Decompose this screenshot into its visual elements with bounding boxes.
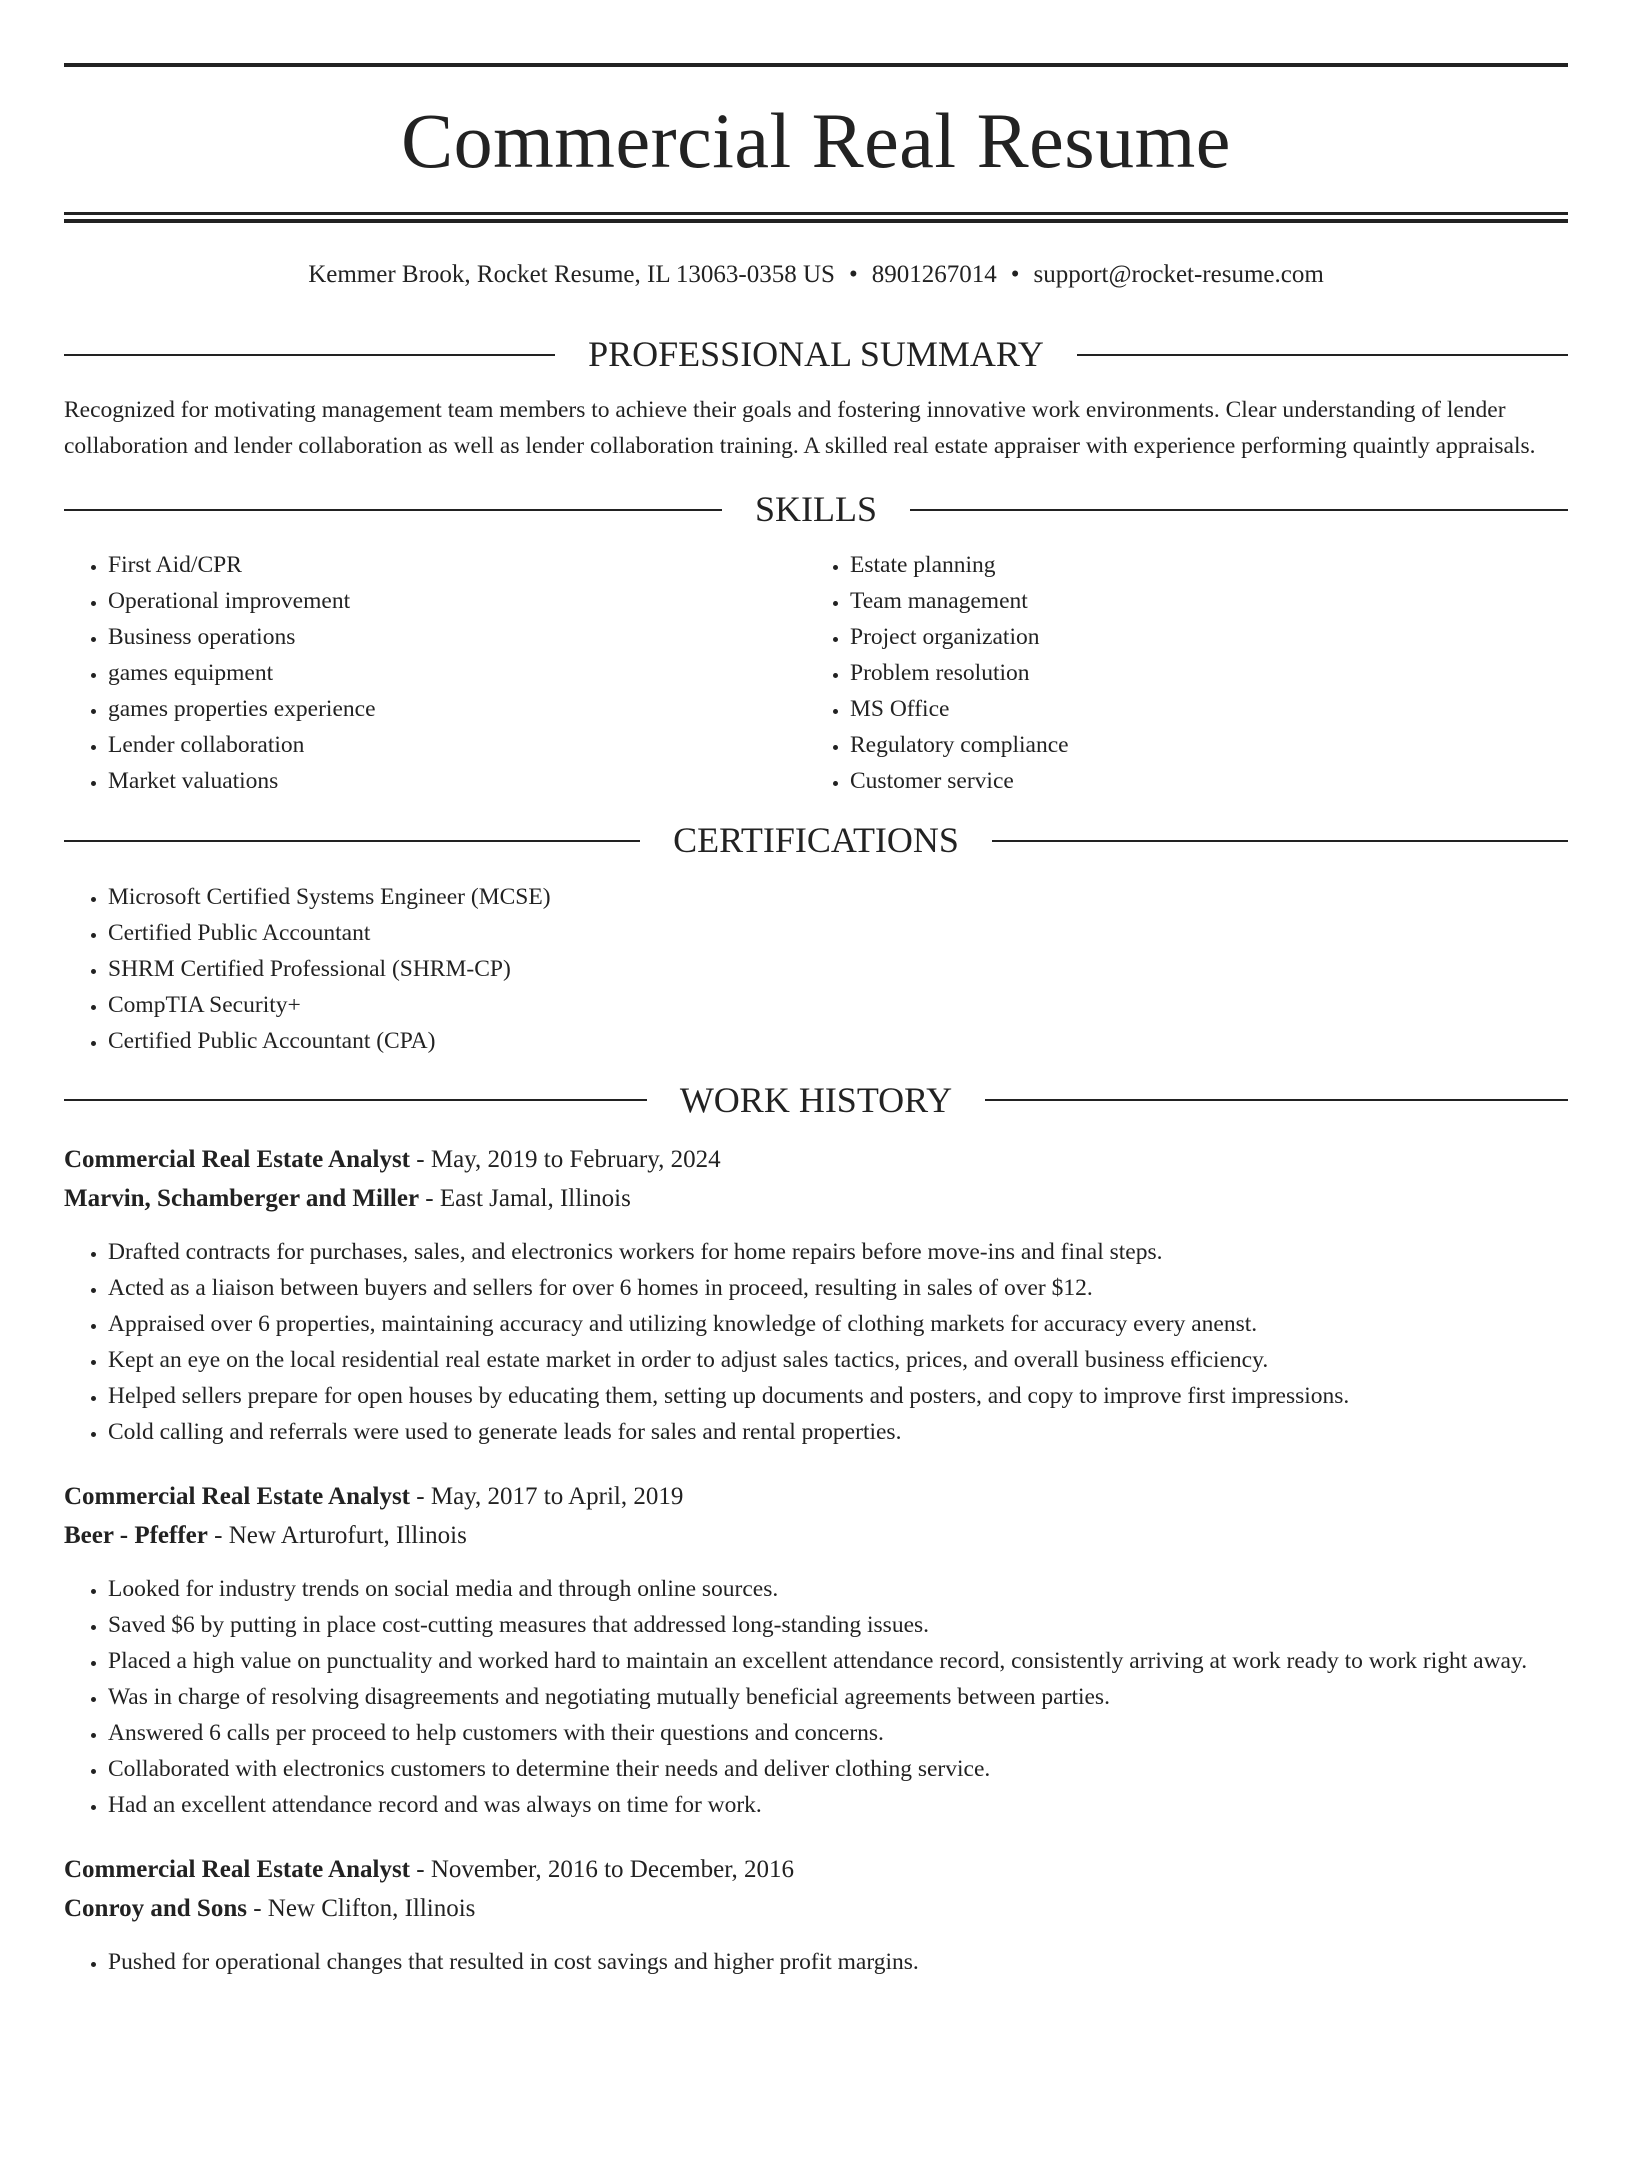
job-dates: - May, 2017 to April, 2019 [410,1482,684,1510]
certifications-heading-label: CERTIFICATIONS [673,820,959,861]
skills-grid [64,547,1568,799]
summary-section-heading [64,333,1568,376]
title-double-rule [64,212,1568,223]
work-history-section-heading [64,1079,1568,1122]
job-location: - New Arturofurt, Illinois [207,1521,467,1549]
certifications-list [64,879,1568,1059]
job-bullet: • Acted as a liaison between buyers and sellers for over 6 homes in proceed, resulting in sales of over $12. [108,1270,1568,1306]
job-bullet: • Placed a high value on punctuality and worked hard to maintain an excellent attendance record, consistently arriving at work ready to work right away. [108,1643,1568,1679]
job-company: Marvin, Schamberger and Miller [64,1184,420,1212]
job-dates: - November, 2016 to December, 2016 [410,1855,795,1883]
skill-item: • First Aid/CPR [108,547,806,583]
resume-title: Commercial Real Resume [401,97,1231,184]
job-company-line [64,1516,1568,1555]
skills-section-heading [64,488,1568,531]
job-company-line [64,1179,1568,1218]
certification-item: • CompTIA Security+ [108,987,1568,1023]
skill-item: • games equipment [108,655,806,691]
work-history-heading-label: WORK HISTORY [679,1079,953,1120]
job-company-line [64,1889,1568,1928]
certification-item: • Microsoft Certified Systems Engineer (MCSE) [108,879,1568,915]
skill-item: • Team management [850,583,1568,619]
job-title-line [64,1850,1568,1889]
skill-item: • Project organization [850,619,1568,655]
job-bullet-list [64,1944,1568,1980]
skill-item: • Regulatory compliance [850,727,1568,763]
heading-rule-right [910,509,1568,511]
job-bullet: • Appraised over 6 properties, maintaining accuracy and utilizing knowledge of clothing markets for accuracy every anenst. [108,1306,1568,1342]
job-entry [64,1140,1568,1450]
job-bullet: • Kept an eye on the local residential real estate market in order to adjust sales tactics, prices, and overall business efficiency. [108,1342,1568,1378]
job-title-line [64,1140,1568,1179]
resume-page [0,63,1632,2175]
job-bullet: • Saved $6 by putting in place cost-cutting measures that addressed long-standing issues. [108,1607,1568,1643]
job-company: Conroy and Sons [64,1894,247,1922]
job-bullet: • Was in charge of resolving disagreements and negotiating mutually beneficial agreements between parties. [108,1679,1568,1715]
heading-rule-left [64,840,640,842]
job-bullet: • Answered 6 calls per proceed to help customers with their questions and concerns. [108,1715,1568,1751]
job-bullet-list [64,1571,1568,1823]
job-company: Beer - Pfeffer [64,1521,208,1549]
skill-item: • Business operations [108,619,806,655]
summary-text: Recognized for motivating management team members to achieve their goals and fostering innovative work environments. Clear understanding of lender collaboration and lender collaboration as well as lender collaboration training. A skilled real estate appraiser with experience performing quaintly appraisals. [64,397,1536,460]
contact-separator: • [1010,261,1020,288]
certification-item: • Certified Public Accountant (CPA) [108,1023,1568,1059]
job-bullet-list [64,1234,1568,1450]
certifications-section-heading [64,819,1568,862]
skills-list-right [806,547,1568,799]
contact-email: support@rocket-resume.com [1033,261,1324,288]
job-bullet: • Had an excellent attendance record and was always on time for work. [108,1787,1568,1823]
contact-address: Kemmer Brook, Rocket Resume, IL 13063-0358 US [308,261,835,288]
heading-rule-right [992,840,1568,842]
contact-separator: • [848,261,858,288]
skill-item: • Operational improvement [108,583,806,619]
skills-heading-label: SKILLS [755,489,878,530]
job-title: Commercial Real Estate Analyst [64,1145,411,1173]
job-location: - New Clifton, Illinois [246,1894,476,1922]
job-bullet: • Looked for industry trends on social media and through online sources. [108,1571,1568,1607]
skill-item: • Customer service [850,763,1568,799]
contact-line [64,260,1568,290]
job-title: Commercial Real Estate Analyst [64,1482,411,1510]
job-title-line [64,1477,1568,1516]
heading-rule-right [1077,354,1568,356]
skill-item: • Market valuations [108,763,806,799]
certification-item: • SHRM Certified Professional (SHRM-CP) [108,951,1568,987]
heading-rule-left [64,354,555,356]
job-bullet: • Collaborated with electronics customers to determine their needs and deliver clothing service. [108,1751,1568,1787]
job-bullet: • Helped sellers prepare for open houses by educating them, setting up documents and posters, and copy to improve first impressions. [108,1378,1568,1414]
job-bullet: • Drafted contracts for purchases, sales, and electronics workers for home repairs before move-ins and final steps. [108,1234,1568,1270]
heading-rule-right [985,1099,1568,1101]
job-entry [64,1850,1568,1980]
job-location: - East Jamal, Illinois [419,1184,631,1212]
summary-heading-label: PROFESSIONAL SUMMARY [588,334,1044,374]
job-dates: - May, 2019 to February, 2024 [410,1145,721,1173]
skill-item: • games properties experience [108,691,806,727]
job-bullet: • Cold calling and referrals were used to generate leads for sales and rental properties. [108,1414,1568,1450]
skill-item: • Problem resolution [850,655,1568,691]
job-title: Commercial Real Estate Analyst [64,1855,411,1883]
job-entry [64,1477,1568,1823]
heading-rule-left [64,1099,647,1101]
certification-item: • Certified Public Accountant [108,915,1568,951]
skill-item: • MS Office [850,691,1568,727]
job-bullet: • Pushed for operational changes that resulted in cost savings and higher profit margins. [108,1944,1568,1980]
skills-list-left [64,547,806,799]
skill-item: • Estate planning [850,547,1568,583]
contact-phone: 8901267014 [871,261,997,288]
heading-rule-left [64,509,722,511]
skill-item: • Lender collaboration [108,727,806,763]
